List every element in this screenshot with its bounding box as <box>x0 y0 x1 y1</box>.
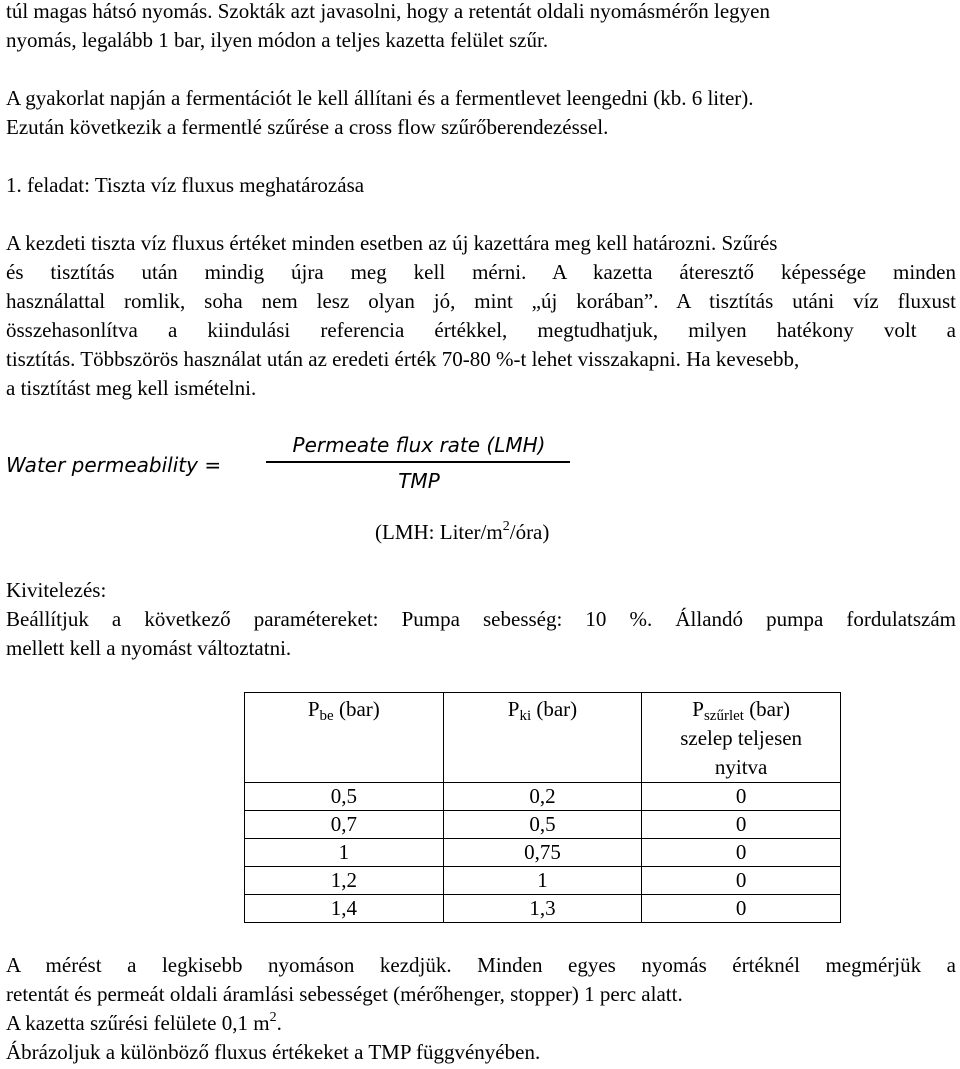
text-line: nyomás, legalább 1 bar, ilyen módon a teljes kazetta felület szűr. <box>6 28 549 52</box>
text-line: Ábrázoljuk a különböző fluxus értékeket a TMP függvényében. <box>6 1040 541 1064</box>
table-cell: 0,5 <box>245 783 444 811</box>
header-unit: (bar) <box>333 697 380 721</box>
paragraph-pressure <box>6 0 956 55</box>
table-cell: 0 <box>642 811 841 839</box>
table-cell: 1,3 <box>443 895 642 923</box>
header-label <box>245 695 443 724</box>
text-line: összehasonlítva a kiindulási referencia értékkel, megtudhatjuk, milyen hatékony volt a <box>6 318 956 342</box>
paragraph-fluxus <box>6 229 956 403</box>
table-row <box>245 811 841 839</box>
table-cell: 0,75 <box>443 839 642 867</box>
pressure-table <box>244 692 841 923</box>
header-symbol: P <box>307 697 320 721</box>
table-row <box>245 867 841 895</box>
text-line: Beállítjuk a következő paramétereket: Pumpa sebesség: 10 %. Állandó pumpa fordulatszám <box>6 607 956 631</box>
text-line: tisztítás. Többszörös használat után az eredeti érték 70-80 %-t lehet visszakapni. Ha kevesebb, <box>6 347 800 371</box>
table-cell: 0,5 <box>443 811 642 839</box>
formula-numerator: Permeate flux rate (LMH) <box>292 433 546 457</box>
table-body <box>245 783 841 923</box>
table-cell: 1 <box>245 839 444 867</box>
table-cell: 1,4 <box>245 895 444 923</box>
lmh-prefix: (LMH: Liter/m <box>375 520 503 544</box>
text-line: mellett kell a nyomást változtatni. <box>6 636 292 660</box>
table-cell: 0,2 <box>443 783 642 811</box>
text-line <box>6 1009 956 1038</box>
header-extra-line: szelep teljesen <box>680 726 803 750</box>
formula-lhs: Water permeability = <box>6 453 222 477</box>
lmh-sup: 2 <box>502 519 510 534</box>
text-line: retentát és permeát oldali áramlási sebességet (mérőhenger, stopper) 1 perc alatt. <box>6 982 683 1006</box>
header-label <box>444 695 642 724</box>
text-line: és tisztítás után mindig újra meg kell mérni. A kazetta áteresztő képessége minden <box>6 260 956 284</box>
table-header-cell <box>443 693 642 783</box>
table-row <box>245 895 841 923</box>
table-cell: 1,2 <box>245 867 444 895</box>
text-line: a tisztítást meg kell ismételni. <box>6 376 257 400</box>
table-cell: 0 <box>642 895 841 923</box>
header-subscript: be <box>319 708 334 724</box>
text-line: Ezután következik a fermentlé szűrése a cross flow szűrőberendezéssel. <box>6 115 609 139</box>
table-cell: 1 <box>443 867 642 895</box>
header-symbol: P <box>692 697 704 721</box>
surface-sup: 2 <box>269 1010 277 1025</box>
table-header-cell <box>245 693 444 783</box>
formula-denominator: TMP <box>398 469 440 493</box>
water-permeability-formula <box>4 426 584 498</box>
lmh-suffix: /óra) <box>509 520 550 544</box>
paragraph-fermentation <box>6 84 956 142</box>
text-line: túl magas hátsó nyomás. Szokták azt javasolni, hogy a retentát oldali nyomásmérőn legyen <box>6 0 770 23</box>
table-header-cell <box>642 693 841 783</box>
lmh-note <box>375 518 695 547</box>
text-line: használattal romlik, soha nem lesz olyan jó, mint „új korában”. A tisztítás utáni víz fluxust <box>6 289 956 313</box>
text-line: A gyakorlat napján a fermentációt le kell állítani és a fermentlevet leengedni (kb. 6 liter). <box>6 86 754 110</box>
surface-end: . <box>276 1011 282 1035</box>
task-heading: 1. feladat: Tiszta víz fluxus meghatározása <box>6 173 365 197</box>
surface-text: A kazetta szűrési felülete 0,1 m <box>6 1011 270 1035</box>
header-label <box>642 695 840 724</box>
table-cell: 0 <box>642 867 841 895</box>
header-symbol: P <box>507 697 520 721</box>
table-header-row <box>245 693 841 783</box>
header-extra-line: nyitva <box>714 755 768 779</box>
paragraph-measure <box>6 951 956 1067</box>
table-row <box>245 839 841 867</box>
text-line: A kezdeti tiszta víz fluxus értéket minden esetben az új kazettára meg kell határozni. Szűrés <box>6 231 778 255</box>
table-cell: 0 <box>642 839 841 867</box>
text-line: A mérést a legkisebb nyomáson kezdjük. Minden egyes nyomás értéknél megmérjük a <box>6 953 956 977</box>
header-subscript: ki <box>519 708 532 724</box>
paragraph-params <box>6 605 956 663</box>
header-unit: (bar) <box>531 697 578 721</box>
table-cell: 0 <box>642 783 841 811</box>
header-unit: (bar) <box>743 697 790 721</box>
header-subscript: szűrlet <box>703 708 744 724</box>
table-row <box>245 783 841 811</box>
kivitelezes-heading: Kivitelezés: <box>6 578 107 602</box>
table-cell: 0,7 <box>245 811 444 839</box>
